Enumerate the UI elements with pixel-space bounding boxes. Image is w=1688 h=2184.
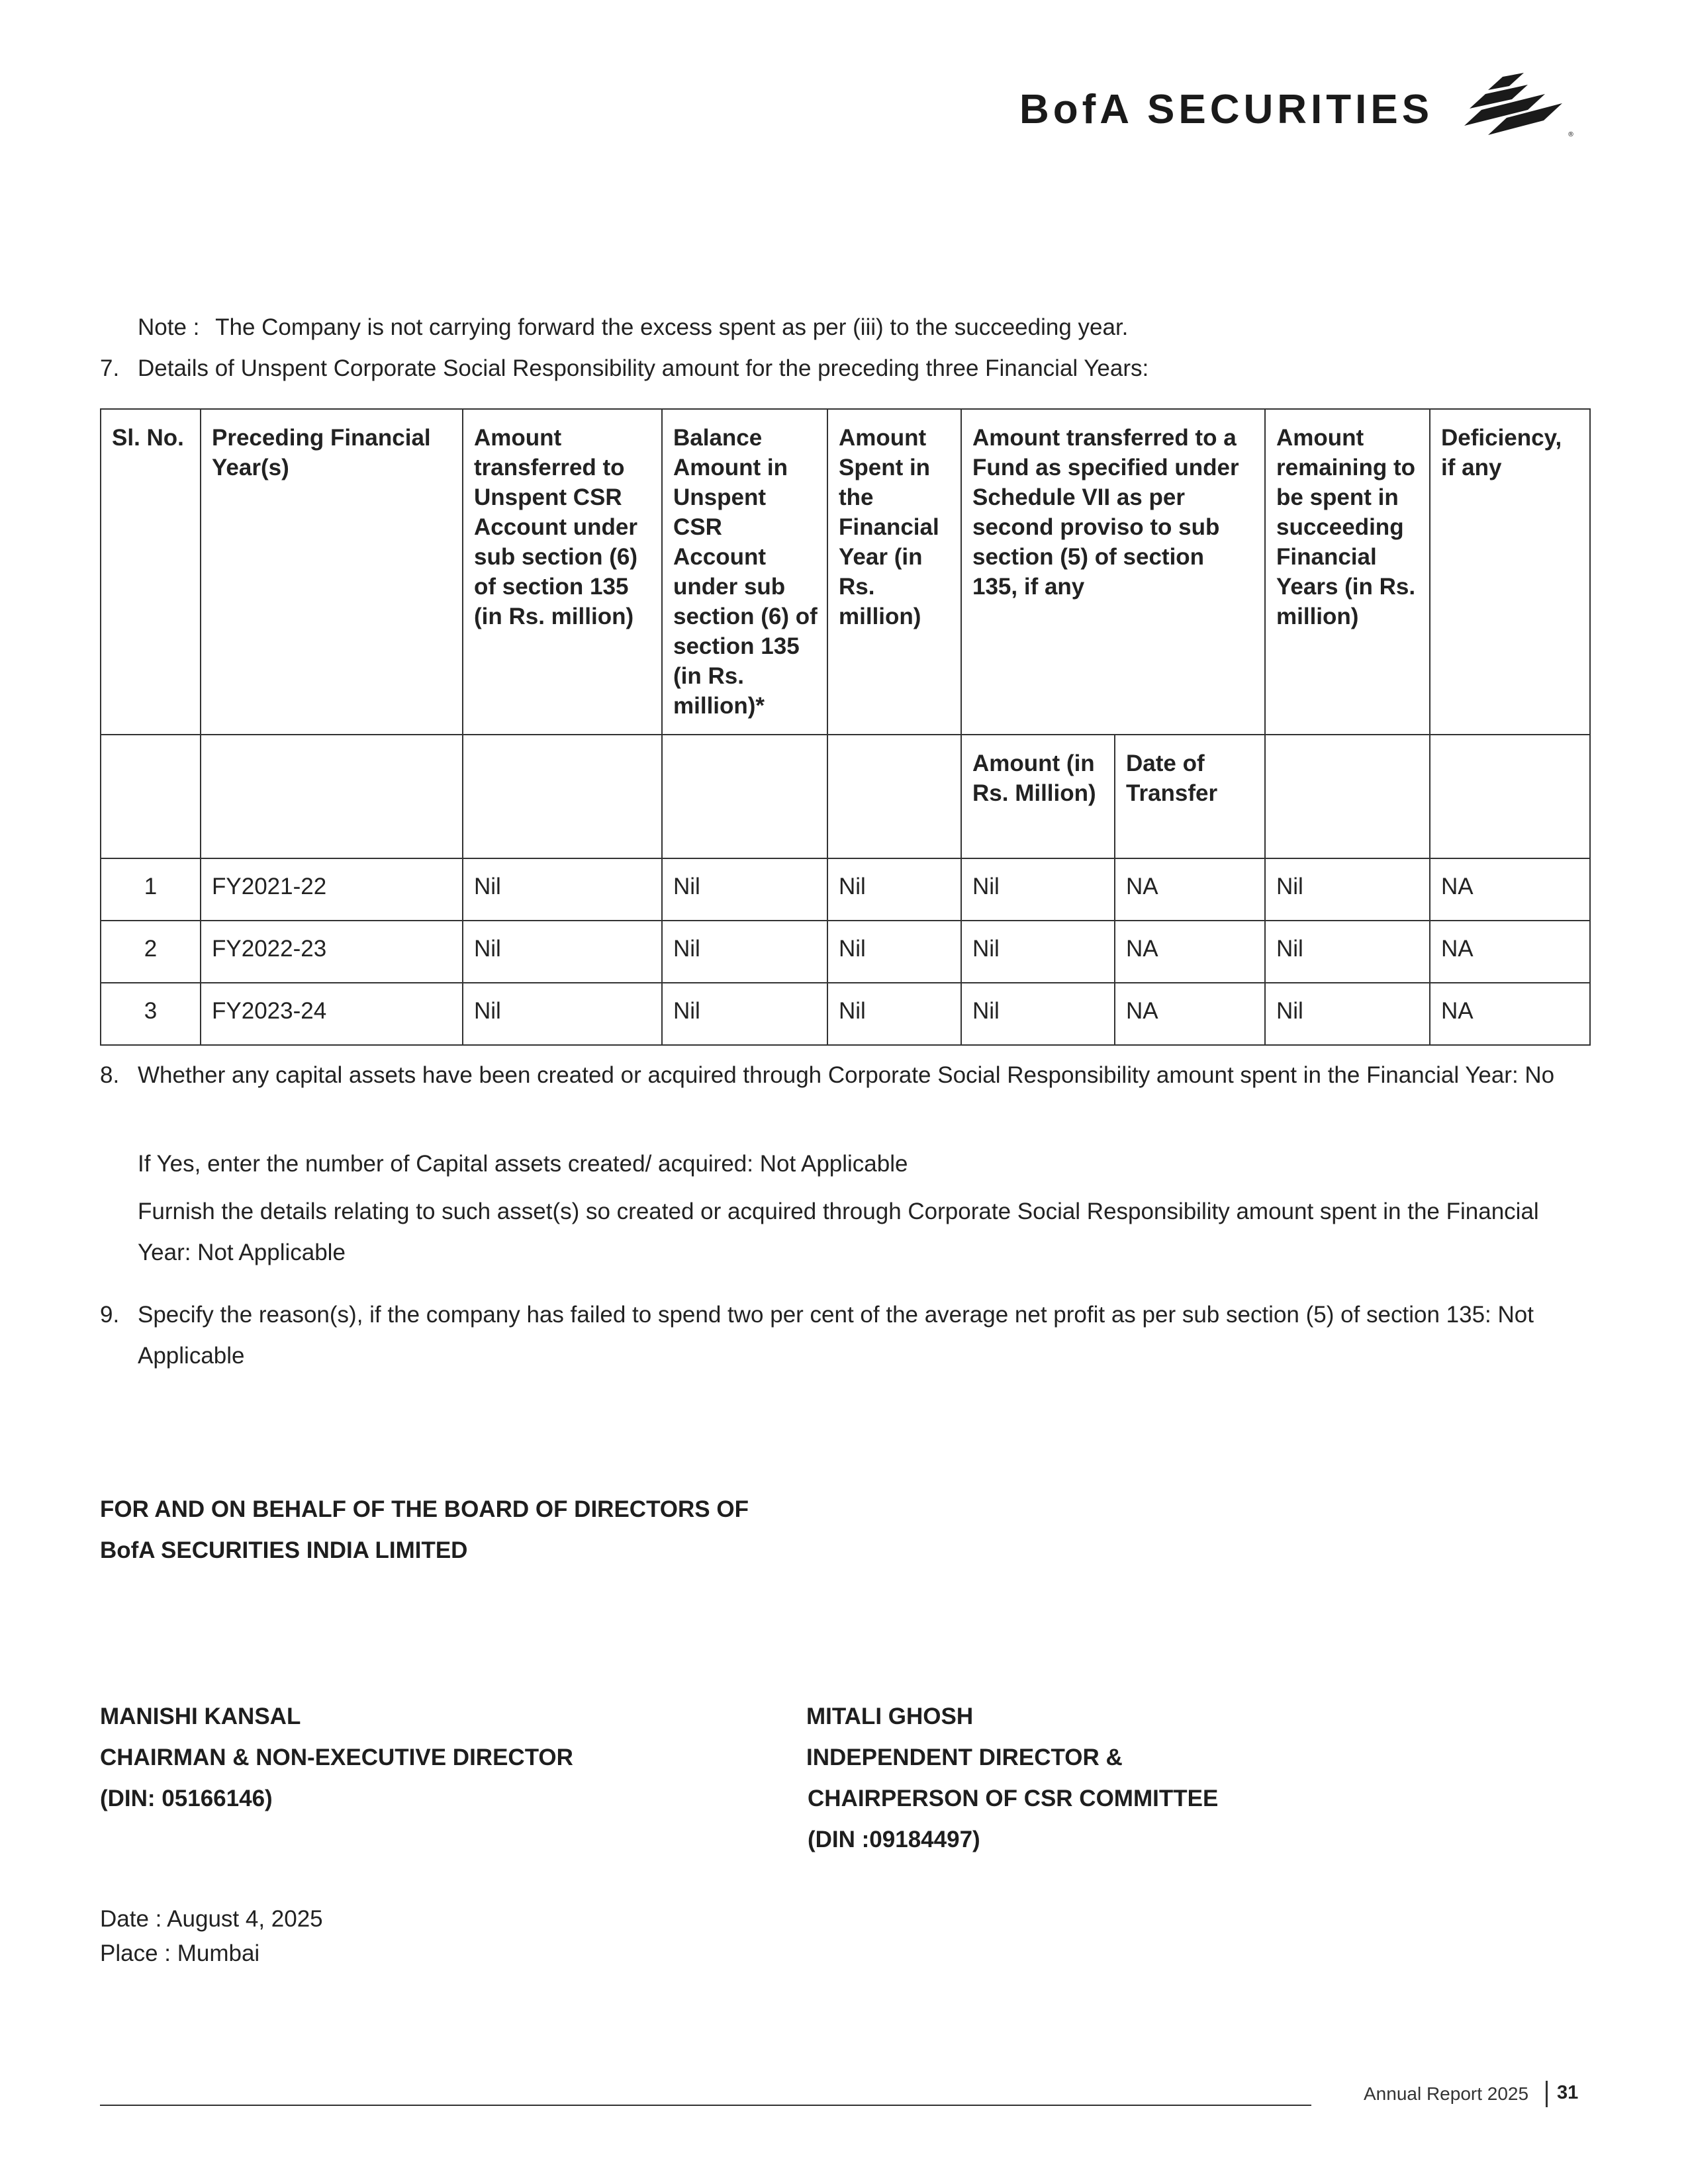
cell-remaining: Nil (1265, 858, 1430, 921)
cell-fund-amount: Nil (961, 921, 1115, 983)
note-text: The Company is not carrying forward the excess spent as per (iii) to the succeeding year. (215, 314, 1129, 340)
cell-spent: Nil (827, 858, 961, 921)
date: Date : August 4, 2025 (100, 1906, 323, 1932)
header-sl-no: Sl. No. (101, 409, 201, 735)
cell-fy: FY2021-22 (201, 858, 463, 921)
cell-fund-amount: Nil (961, 983, 1115, 1045)
svg-text:®: ® (1568, 131, 1574, 138)
item-7-number: 7. (100, 355, 120, 381)
empty-cell (1265, 735, 1430, 858)
cell-transferred: Nil (463, 921, 662, 983)
cell-deficiency: NA (1430, 983, 1590, 1045)
cell-balance: Nil (662, 858, 827, 921)
empty-cell (827, 735, 961, 858)
signatory-2-name: MITALI GHOSH (806, 1704, 974, 1729)
empty-cell (201, 735, 463, 858)
item-7-text: Details of Unspent Corporate Social Responsibility amount for the preceding three Financial Years: (138, 355, 1149, 381)
cell-spent: Nil (827, 983, 961, 1045)
cell-transferred: Nil (463, 858, 662, 921)
item-9 (100, 1295, 1589, 1377)
logo-text: BofA SECURITIES (1019, 87, 1434, 132)
cell-fund-date: NA (1115, 983, 1265, 1045)
subheader-date-of-transfer: Date of Transfer (1115, 735, 1265, 858)
signatory-2-title-1: INDEPENDENT DIRECTOR & (806, 1745, 1123, 1770)
header-amount-remaining: Amount remaining to be spent in succeeding Financial Years (in Rs. million) (1265, 409, 1430, 735)
signatory-2-title-2: CHAIRPERSON OF CSR COMMITTEE (808, 1786, 1219, 1811)
table-header-row (101, 409, 1590, 735)
empty-cell (1430, 735, 1590, 858)
cell-sl: 1 (101, 858, 201, 921)
empty-cell (463, 735, 662, 858)
item-9-number: 9. (100, 1302, 120, 1328)
cell-sl: 3 (101, 983, 201, 1045)
page-number: 31 (1557, 2082, 1579, 2103)
company-logo (1019, 71, 1575, 144)
cell-deficiency: NA (1430, 921, 1590, 983)
footer-rule (100, 2105, 1311, 2106)
empty-cell (662, 735, 827, 858)
note (138, 307, 1594, 348)
header-balance-amount: Balance Amount in Unspent CSR Account under sub section (6) of section 135 (in Rs. million)* (662, 409, 827, 735)
header-deficiency: Deficiency, if any (1430, 409, 1590, 735)
cell-fy: FY2023-24 (201, 983, 463, 1045)
item-8-line-2: If Yes, enter the number of Capital assets created/ acquired: Not Applicable (138, 1151, 908, 1177)
signatory-1-din: (DIN: 05166146) (100, 1786, 273, 1811)
header-amount-transferred-unspent: Amount transferred to Unspent CSR Account under sub section (6) of section 135 (in Rs. million) (463, 409, 662, 735)
cell-sl: 2 (101, 921, 201, 983)
item-8-line-3: Furnish the details relating to such asset(s) so created or acquired through Corporate Social Responsibility amount spent in the Financial Year: Not Applicable (138, 1199, 1539, 1265)
table-row (101, 983, 1590, 1045)
footer-separator (1546, 2081, 1548, 2107)
table-subheader-row (101, 735, 1590, 858)
signatory-2-din: (DIN :09184497) (808, 1827, 980, 1852)
item-8-number: 8. (100, 1062, 120, 1088)
header-amount-spent: Amount Spent in the Financial Year (in Rs. million) (827, 409, 961, 735)
cell-fund-date: NA (1115, 858, 1265, 921)
signatory-1-title: CHAIRMAN & NON-EXECUTIVE DIRECTOR (100, 1745, 573, 1770)
footer-report-title: Annual Report 2025 (1364, 2083, 1529, 2104)
cell-fund-date: NA (1115, 921, 1265, 983)
table-row (101, 921, 1590, 983)
cell-balance: Nil (662, 921, 827, 983)
cell-remaining: Nil (1265, 983, 1430, 1045)
item-9-text: Specify the reason(s), if the company has failed to spend two per cent of the average net profit as per sub section (5) of section 135: Not Applicable (138, 1302, 1534, 1369)
bofa-flag-stripes-icon (1456, 71, 1575, 138)
cell-balance: Nil (662, 983, 827, 1045)
cell-fy: FY2022-23 (201, 921, 463, 983)
signatory-1-name: MANISHI KANSAL (100, 1704, 301, 1729)
board-line-2: BofA SECURITIES INDIA LIMITED (100, 1537, 468, 1563)
header-amount-transferred-fund: Amount transferred to a Fund as specified under Schedule VII as per second proviso to sub section (5) of section 135, if any (961, 409, 1265, 735)
cell-fund-amount: Nil (961, 858, 1115, 921)
unspent-csr-table (100, 408, 1591, 1046)
board-line-1: FOR AND ON BEHALF OF THE BOARD OF DIRECTORS OF (100, 1496, 749, 1522)
header-preceding-fy: Preceding Financial Year(s) (201, 409, 463, 735)
table-row (101, 858, 1590, 921)
note-label: Note : (138, 314, 200, 340)
cell-transferred: Nil (463, 983, 662, 1045)
place: Place : Mumbai (100, 1940, 260, 1966)
cell-remaining: Nil (1265, 921, 1430, 983)
empty-cell (101, 735, 201, 858)
item-8 (100, 1055, 1589, 1137)
item-7 (100, 348, 1589, 389)
item-8-text: Whether any capital assets have been created or acquired through Corporate Social Responsibility amount spent in the Financial Year: No (138, 1062, 1555, 1088)
subheader-amount: Amount (in Rs. Million) (961, 735, 1115, 858)
cell-spent: Nil (827, 921, 961, 983)
cell-deficiency: NA (1430, 858, 1590, 921)
